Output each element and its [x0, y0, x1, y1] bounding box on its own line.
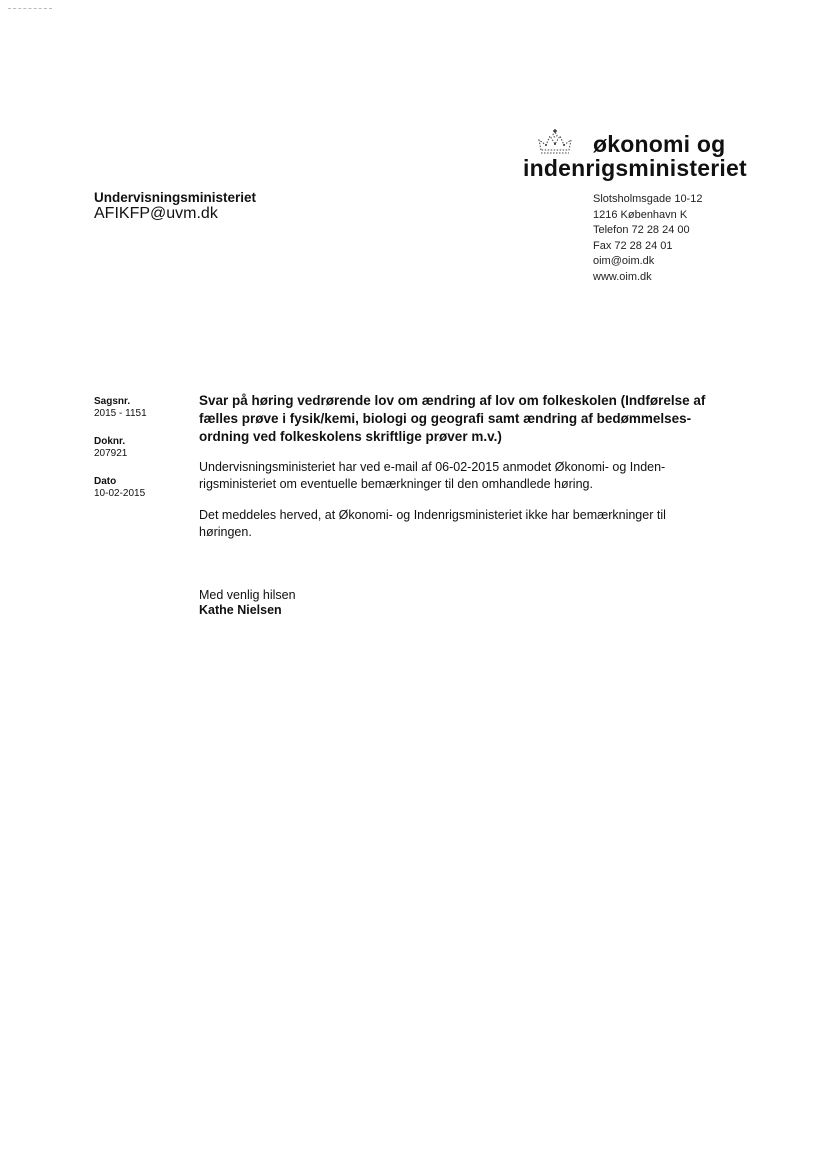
address-website: www.oim.dk [593, 270, 652, 283]
letter-paragraph-1: Undervisningsministeriet har ved e-mail af 06-02-2015 anmodet Økonomi- og Inden-rigsministeriet om eventuelle bemærkninger til den omhandlede høring. [199, 460, 666, 491]
doc-number-value: 207921 [94, 448, 128, 459]
case-number-label: Sagsnr. [94, 396, 131, 407]
date-label: Dato [94, 476, 117, 487]
doc-number-block [94, 436, 184, 459]
scan-header-mark [8, 8, 52, 9]
letter-paragraph-2: Det meddeles herved, at Økonomi- og Indenrigsministeriet ikke har bemærkninger til høringen. [199, 508, 666, 539]
doc-number-label: Doknr. [94, 436, 126, 447]
address-phone: Telefon 72 28 24 00 [593, 224, 690, 236]
crown-icon [533, 128, 577, 156]
letter-closing: Med venlig hilsen [199, 588, 296, 602]
logo-text-line1: økonomi og [593, 131, 726, 157]
recipient-name: Undervisningsministeriet [94, 190, 257, 205]
letter-signer: Kathe Nielsen [199, 603, 282, 617]
case-number-block [94, 396, 184, 419]
address-fax: Fax 72 28 24 01 [593, 239, 673, 252]
logo-text-line2: indenrigsministeriet [523, 155, 747, 181]
date-value: 10-02-2015 [94, 488, 146, 499]
date-block [94, 476, 184, 499]
recipient-email: AFIKFP@uvm.dk [94, 205, 218, 222]
address-street: Slotsholmsgade 10-12 [593, 193, 703, 205]
sender-address [593, 192, 702, 285]
case-number-value: 2015 - 1151 [94, 408, 147, 419]
address-city: 1216 København K [593, 208, 688, 221]
letter-subject: Svar på høring vedrørende lov om ændring af lov om folkeskolen (Indførelse af fælles prøve i fysik/kemi, biologi og geografi samt ændring af bedømmelses-ordning ved folkeskolens skriftlige prøver m.v.) [199, 393, 706, 444]
address-email: oim@oim.dk [593, 255, 655, 267]
